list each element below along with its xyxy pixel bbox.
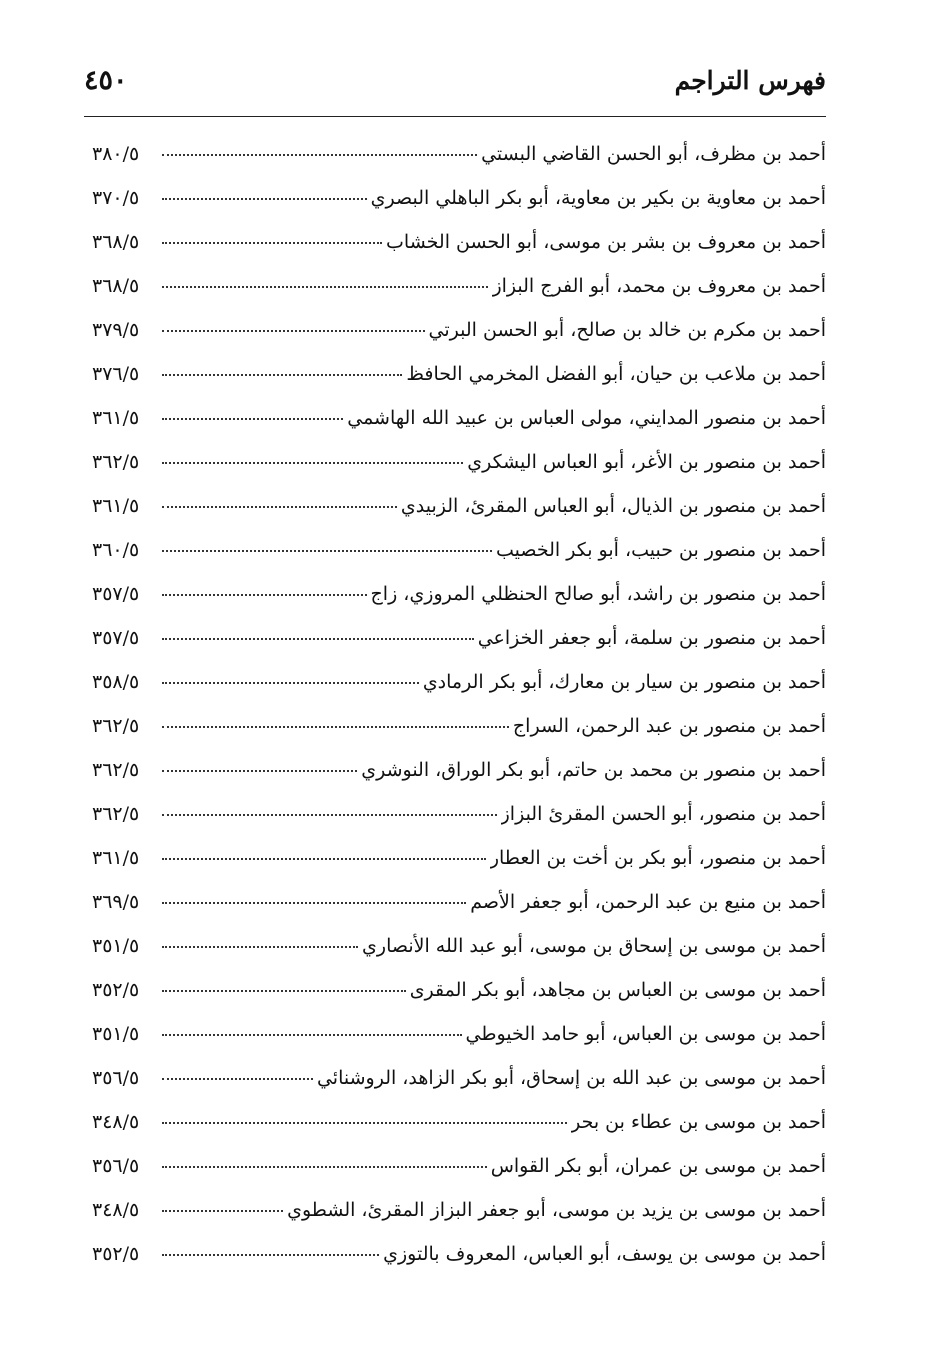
entry-page-ref: ٣٦٢/٥ [92, 451, 140, 473]
entry-name: أحمد بن منصور بن عبد الرحمن، السراج [512, 715, 826, 737]
entry-name: أحمد بن منصور بن راشد، أبو صالح الحنظلي المروزي، زاج [370, 583, 826, 605]
dot-leader [162, 1254, 379, 1256]
index-entry [92, 352, 826, 396]
dot-leader [162, 682, 419, 684]
entry-page-ref: ٣٥٨/٥ [92, 671, 140, 693]
dot-leader [162, 1210, 283, 1212]
entry-page-ref: ٣٥٧/٥ [92, 627, 140, 649]
entry-page-ref: ٣٥١/٥ [92, 1023, 140, 1045]
index-entry [92, 176, 826, 220]
dot-leader [162, 638, 474, 640]
index-entry [92, 396, 826, 440]
index-entry [92, 968, 826, 1012]
entry-page-ref: ٣٥٧/٥ [92, 583, 140, 605]
entry-name: أحمد بن منصور، أبو بكر بن أخت بن العطار [489, 847, 826, 869]
header-divider [84, 116, 826, 117]
entry-name: أحمد بن موسى بن العباس بن مجاهد، أبو بكر المقرى [409, 979, 826, 1001]
index-entry [92, 264, 826, 308]
dot-leader [162, 990, 406, 992]
entry-page-ref: ٣٦٢/٥ [92, 715, 140, 737]
index-entry [92, 1188, 826, 1232]
entry-page-ref: ٣٥٢/٥ [92, 1243, 140, 1265]
entry-name: أحمد بن منصور المدايني، مولى العباس بن عبيد الله الهاشمي [347, 407, 826, 429]
entry-page-ref: ٣٤٨/٥ [92, 1111, 140, 1133]
dot-leader [162, 902, 466, 904]
entry-name: أحمد بن ملاعب بن حيان، أبو الفضل المخرمي الحافظ [406, 363, 826, 385]
dot-leader [162, 154, 477, 156]
entry-name: أحمد بن موسى بن عبد الله بن إسحاق، أبو بكر الزاهد، الروشنائي [316, 1067, 826, 1089]
dot-leader [162, 770, 357, 772]
index-entry [92, 704, 826, 748]
dot-leader [162, 286, 488, 288]
entry-name: أحمد بن موسى بن إسحاق بن موسى، أبو عبد الله الأنصاري [362, 935, 826, 957]
dot-leader [162, 1034, 462, 1036]
entry-name: أحمد بن موسى بن عطاء بن بحر [571, 1111, 826, 1133]
dot-leader [162, 1078, 313, 1080]
entry-name: أحمد بن منصور بن سيار بن معارك، أبو بكر الرمادي [422, 671, 826, 693]
entry-name: أحمد بن معاوية بن بكير بن معاوية، أبو بكر الباهلي البصري [370, 187, 826, 209]
index-entry [92, 748, 826, 792]
entry-name: أحمد بن موسى بن عمران، أبو بكر القواس [490, 1155, 826, 1177]
entry-page-ref: ٣٧٠/٥ [92, 187, 140, 209]
index-entry [92, 220, 826, 264]
index-entry [92, 1100, 826, 1144]
entry-page-ref: ٣٦١/٥ [92, 495, 140, 517]
entry-page-ref: ٣٦٢/٥ [92, 803, 140, 825]
entry-page-ref: ٣٥٦/٥ [92, 1067, 140, 1089]
index-entry [92, 616, 826, 660]
index-entry [92, 836, 826, 880]
index-entry [92, 924, 826, 968]
index-entry [92, 1232, 826, 1276]
dot-leader [162, 726, 509, 728]
index-entry [92, 1144, 826, 1188]
entry-page-ref: ٣٥١/٥ [92, 935, 140, 957]
entry-page-ref: ٣٧٩/٥ [92, 319, 140, 341]
dot-leader [162, 814, 497, 816]
page-header [84, 58, 826, 102]
entry-page-ref: ٣٦١/٥ [92, 407, 140, 429]
entry-name: أحمد بن منيع بن عبد الرحمن، أبو جعفر الأصم [470, 891, 826, 913]
entry-page-ref: ٣٦١/٥ [92, 847, 140, 869]
entry-name: أحمد بن مظرف، أبو الحسن القاضي البستي [481, 143, 826, 165]
index-entry [92, 528, 826, 572]
dot-leader [162, 374, 402, 376]
entry-name: أحمد بن موسى بن يزيد بن موسى، أبو جعفر البزاز المقرئ، الشطوي [287, 1199, 826, 1221]
entry-page-ref: ٣٧٦/٥ [92, 363, 140, 385]
entry-page-ref: ٣٦٨/٥ [92, 275, 140, 297]
dot-leader [162, 462, 463, 464]
index-entry [92, 792, 826, 836]
index-entry [92, 440, 826, 484]
index-entry [92, 484, 826, 528]
entry-page-ref: ٣٥٦/٥ [92, 1155, 140, 1177]
entry-page-ref: ٣٤٨/٥ [92, 1199, 140, 1221]
entry-name: أحمد بن معروف بن بشر بن موسى، أبو الحسن الخشاب [386, 231, 826, 253]
entry-page-ref: ٣٦٩/٥ [92, 891, 140, 913]
index-entry [92, 572, 826, 616]
entry-page-ref: ٣٥٢/٥ [92, 979, 140, 1001]
index-entry [92, 880, 826, 924]
index-entry [92, 1012, 826, 1056]
entry-name: أحمد بن منصور بن الذيال، أبو العباس المقرئ، الزبيدي [400, 495, 826, 517]
index-entries-list [92, 132, 826, 1276]
dot-leader [162, 594, 367, 596]
dot-leader [162, 550, 492, 552]
entry-name: أحمد بن منصور، أبو الحسن المقرئ البزاز [500, 803, 826, 825]
entry-name: أحمد بن منصور بن محمد بن حاتم، أبو بكر الوراق، النوشري [361, 759, 826, 781]
entry-name: أحمد بن منصور بن الأغر، أبو العباس اليشكري [467, 451, 826, 473]
index-entry [92, 1056, 826, 1100]
dot-leader [162, 330, 425, 332]
entry-page-ref: ٣٦٢/٥ [92, 759, 140, 781]
dot-leader [162, 506, 397, 508]
entry-name: أحمد بن معروف بن محمد، أبو الفرج البزاز [492, 275, 826, 297]
entry-page-ref: ٣٦٠/٥ [92, 539, 140, 561]
dot-leader [162, 858, 486, 860]
entry-name: أحمد بن منصور بن حبيب، أبو بكر الخصيب [496, 539, 826, 561]
entry-page-ref: ٣٦٨/٥ [92, 231, 140, 253]
index-entry [92, 132, 826, 176]
dot-leader [162, 1122, 567, 1124]
entry-name: أحمد بن موسى بن العباس، أبو حامد الخيوطي [465, 1023, 826, 1045]
index-entry [92, 308, 826, 352]
running-title: فهرس التراجم [674, 65, 826, 95]
dot-leader [162, 198, 367, 200]
entry-name: أحمد بن مكرم بن خالد بن صالح، أبو الحسن البرتي [428, 319, 826, 341]
entry-page-ref: ٣٨٠/٥ [92, 143, 140, 165]
dot-leader [162, 1166, 487, 1168]
dot-leader [162, 242, 382, 244]
entry-name: أحمد بن موسى بن يوسف، أبو العباس، المعروف بالتوزي [383, 1243, 826, 1265]
entry-name: أحمد بن منصور بن سلمة، أبو جعفر الخزاعي [477, 627, 826, 649]
dot-leader [162, 418, 343, 420]
index-entry [92, 660, 826, 704]
dot-leader [162, 946, 358, 948]
page-number: ٤٥٠ [84, 64, 128, 96]
